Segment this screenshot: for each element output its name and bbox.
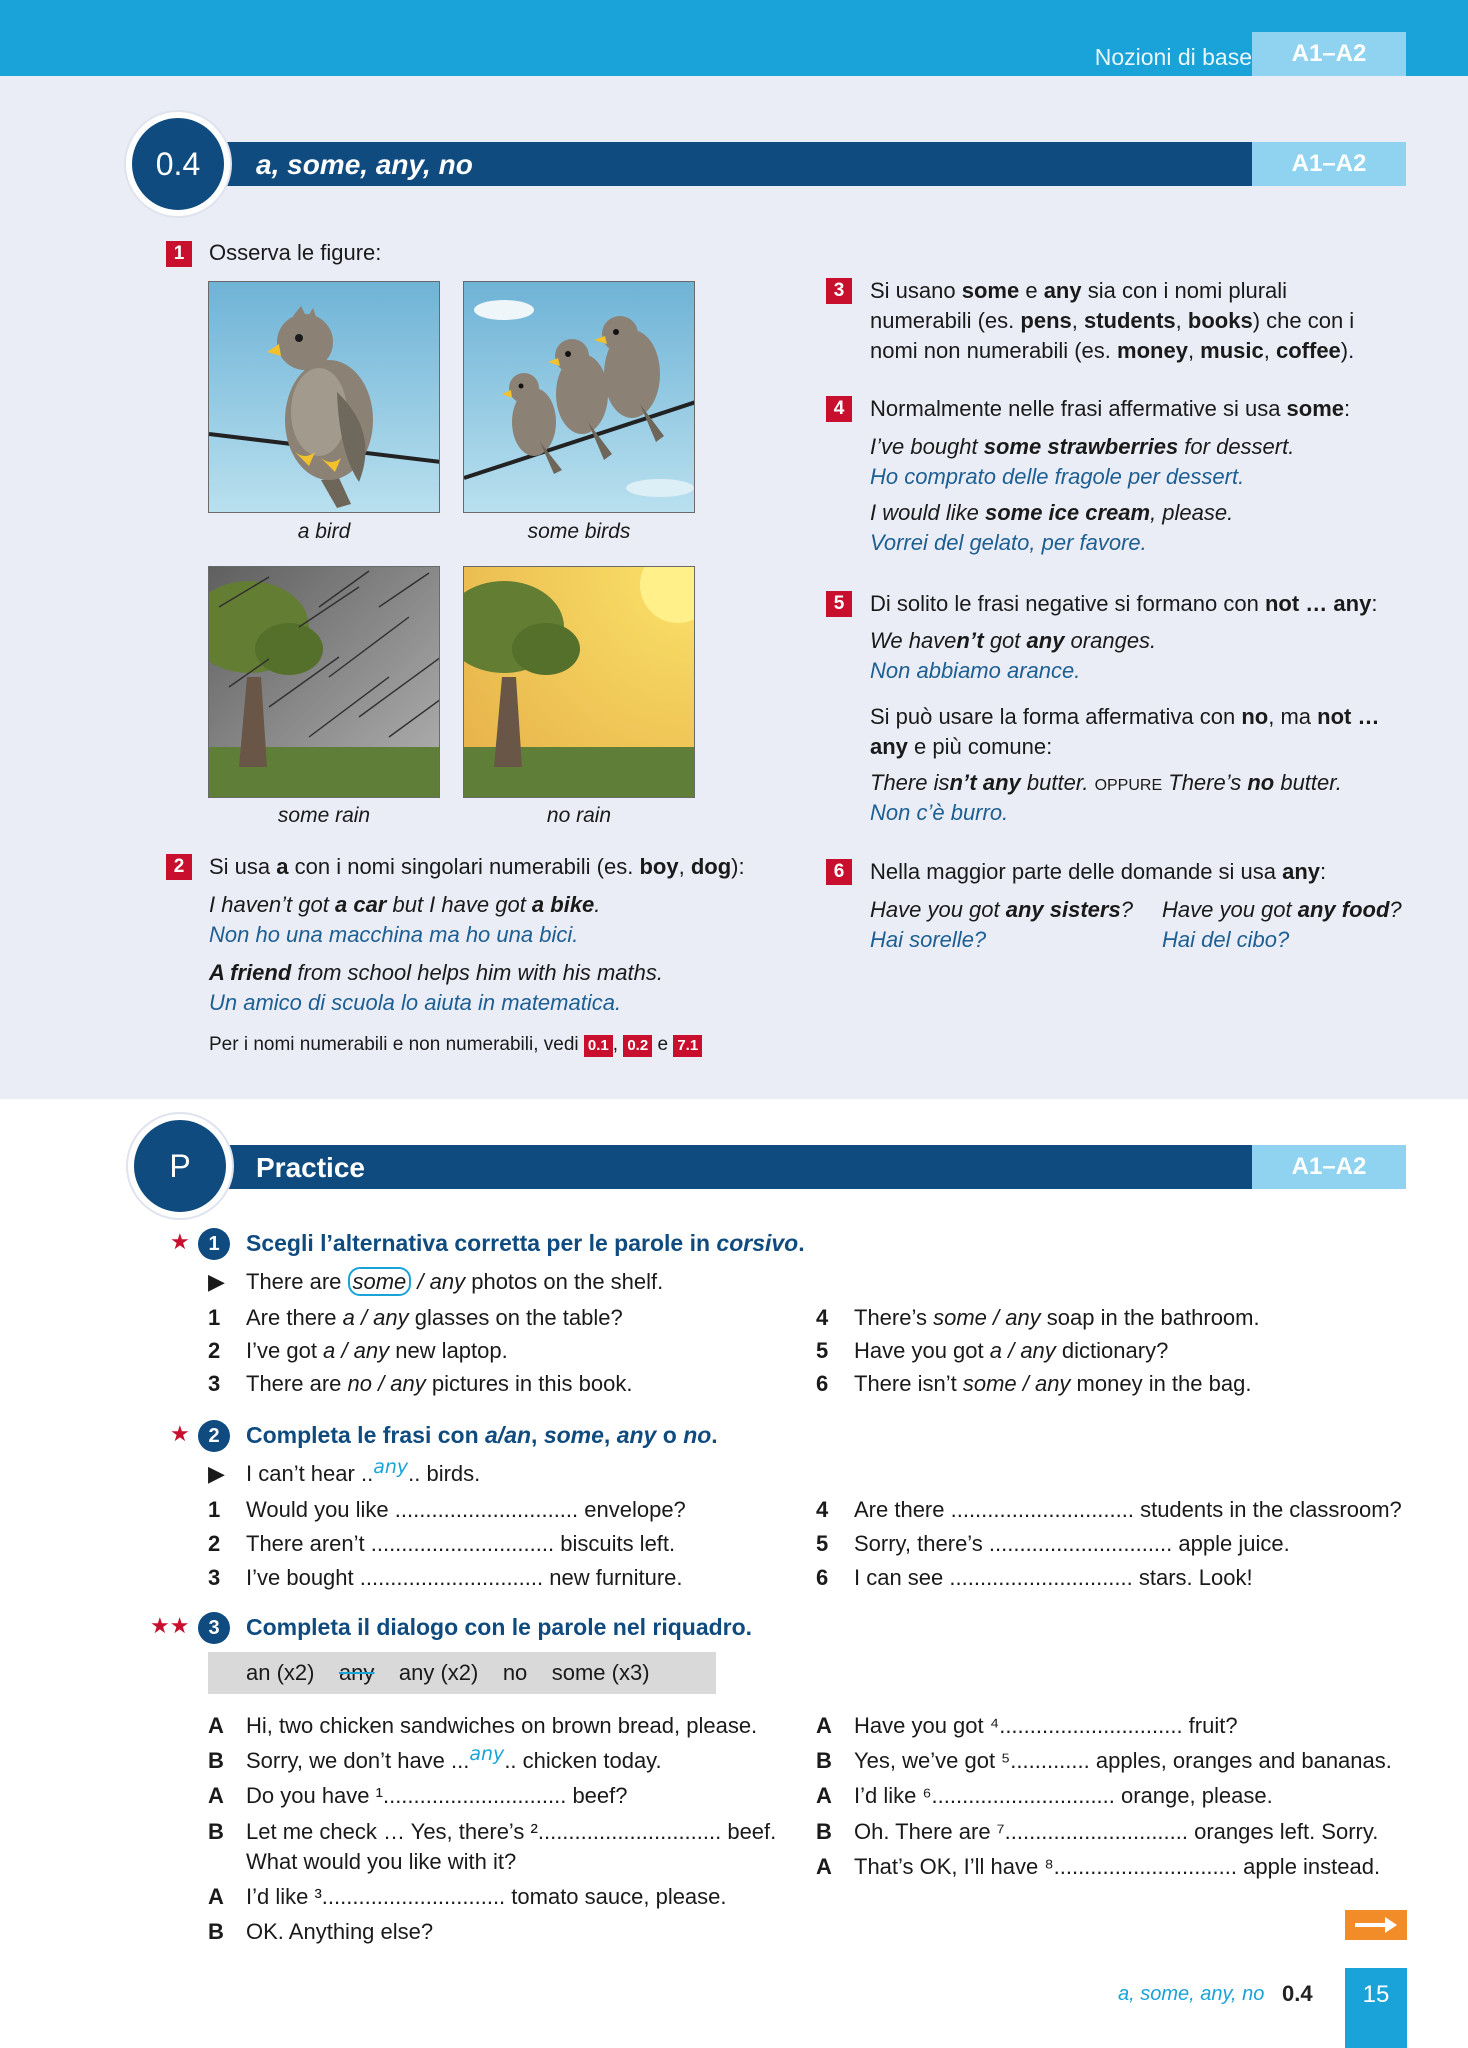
example-translation: Hai del cibo? (1162, 927, 1290, 952)
illustration-some-rain (208, 566, 440, 798)
ref-link[interactable]: 7.1 (673, 1035, 702, 1057)
example-translation: Non c’è burro. (870, 800, 1009, 825)
caption: some birds (527, 520, 631, 543)
unit-title: a, some, any, no (256, 149, 473, 180)
fill-in-item[interactable]: 6 I can see .............................. stars. Look! (816, 1565, 1253, 1590)
exercise-item: 4 There’s some / any soap in the bathroom. (816, 1305, 1260, 1330)
exercise-item: 6 There isn’t some / any money in the bag. (816, 1371, 1252, 1396)
cross-reference-note: Per i nomi numerabili e non numerabili, vedi 0.1 , 0.2 e 7.1 (209, 1032, 702, 1058)
word-box (208, 1652, 716, 1694)
word-box-item-used: any (338, 1660, 375, 1685)
practice-badge: P (128, 1114, 232, 1218)
point-text: Si può usare la forma affermativa con no, ma not … any e più comune: (870, 704, 1380, 759)
example-translation: Ho comprato delle fragole per dessert. (870, 464, 1245, 489)
choice-option[interactable]: a / any (342, 1305, 409, 1330)
point-text: Di solito le frasi negative si formano con not … any: (870, 591, 1378, 616)
difficulty-stars: ★★ (150, 1613, 190, 1638)
choice-option[interactable]: a / any (323, 1338, 390, 1363)
page-number: 15 (1345, 1968, 1407, 2048)
example-translation: Vorrei del gelato, per favore. (870, 530, 1147, 555)
unit-level-tag: A1–A2 (1252, 142, 1406, 186)
practice-level-tag: A1–A2 (1252, 1145, 1406, 1189)
choice-option[interactable]: no / any (347, 1371, 426, 1396)
exercise-title: Scegli l’alternativa corretta per le parole in corsivo. (246, 1230, 805, 1256)
illustration-a-bird (208, 281, 440, 513)
dialogue-line: B OK. Anything else? (208, 1919, 434, 1944)
practice-title: Practice (256, 1152, 365, 1183)
caption: no rain (546, 804, 612, 827)
fill-in-item[interactable]: 2 There aren’t .............................. biscuits left. (208, 1531, 676, 1556)
handwritten-answer: any (469, 1743, 505, 1765)
word-box-item: no (502, 1660, 528, 1685)
footer-unit: 0.4 (1282, 1981, 1313, 2006)
point-number: 1 (166, 241, 192, 267)
difficulty-stars: ★ (170, 1421, 190, 1446)
word-box-item: some (x3) (551, 1660, 650, 1685)
exercise-title: Completa le frasi con a/an, some, any o no. (246, 1422, 718, 1448)
dialogue-line-continued: What would you like with it? (246, 1849, 517, 1874)
unit-number-badge: 0.4 (126, 112, 230, 216)
choice-option[interactable]: some / any (962, 1371, 1071, 1396)
ref-link[interactable]: 0.2 (623, 1035, 652, 1057)
example-sentence: Have you got any food? (1162, 897, 1402, 922)
example-translation: Non ho una macchina ma ho una bici. (209, 922, 579, 947)
example-sentence: I would like some ice cream, please. (870, 500, 1234, 525)
example-sentence: I haven’t got a car but I have got a bike. (209, 892, 601, 917)
exercise-title: Completa il dialogo con le parole nel riquadro. (246, 1614, 753, 1640)
exercise-number: 2 (198, 1420, 230, 1452)
footer-running-title: a, some, any, no (1118, 1983, 1265, 2005)
fill-in-item[interactable]: 5 Sorry, there’s .............................. apple juice. (816, 1531, 1290, 1556)
fill-in-item[interactable]: 4 Are there .............................. students in the classroom? (816, 1497, 1402, 1522)
point-number: 3 (826, 278, 852, 304)
dialogue-line[interactable]: B Yes, we’ve got ⁵............. apples, oranges and bananas. (816, 1748, 1392, 1773)
illustration-some-birds (463, 281, 695, 513)
exercise-item: 5 Have you got a / any dictionary? (816, 1338, 1169, 1363)
dialogue-line: B Sorry, we don’t have ...any.. chicken today. (208, 1743, 662, 1773)
illustration-no-rain (463, 566, 695, 798)
exercise-item: 2 I’ve got a / any new laptop. (208, 1338, 508, 1363)
exercise-item: 1 Are there a / any glasses on the table? (208, 1305, 623, 1330)
handwritten-answer: any (373, 1456, 409, 1478)
next-page-arrow-icon[interactable] (1345, 1910, 1407, 1940)
dialogue-line[interactable]: B Oh. There are ⁷.............................. oranges left. Sorry. (816, 1819, 1379, 1844)
dialogue-line: A Hi, two chicken sandwiches on brown bread, please. (208, 1713, 758, 1738)
dialogue-line[interactable]: A Have you got ⁴.............................. fruit? (816, 1713, 1238, 1738)
point-text: Si usa a con i nomi singolari numerabili (es. boy, dog): (209, 854, 745, 879)
exercise-item: 3 There are no / any pictures in this book. (208, 1371, 633, 1396)
point-number: 6 (826, 859, 852, 885)
fill-in-item[interactable]: 1 Would you like .............................. envelope? (208, 1497, 686, 1522)
circled-answer: some (348, 1267, 412, 1296)
point-text: Si usano some e any sia con i nomi plurali numerabili (es. pens, students, books) che con i nomi non numerabili (es. money, music, coffee). (870, 278, 1355, 363)
example-translation: Hai sorelle? (870, 927, 987, 952)
exercise-number: 1 (198, 1228, 230, 1260)
header-level-tag: A1–A2 (1252, 32, 1406, 76)
difficulty-stars: ★ (170, 1229, 190, 1254)
example-sentence: I’ve bought some strawberries for dessert. (870, 434, 1295, 459)
dialogue-line[interactable]: A I’d like ⁶.............................. orange, please. (816, 1783, 1273, 1808)
point-number: 5 (826, 591, 852, 617)
point-number: 2 (166, 854, 192, 880)
example-sentence: We haven’t got any oranges. (870, 628, 1157, 653)
choice-option[interactable]: some / any (933, 1305, 1041, 1330)
exercise-example: ▶ There are some / any photos on the shelf. (208, 1269, 664, 1294)
exercise-example: ▶ I can’t hear ..any.. birds. (208, 1456, 481, 1486)
example-sentence: There isn’t any butter. OPPURE There’s no butter. (870, 770, 1342, 795)
dialogue-line[interactable]: A I’d like ³.............................. tomato sauce, please. (208, 1884, 727, 1909)
point-text: Normalmente nelle frasi affermative si usa some: (870, 396, 1351, 421)
dialogue-line[interactable]: A That’s OK, I’ll have ⁸.............................. apple instead. (816, 1854, 1381, 1879)
point-text: Osserva le figure: (209, 240, 382, 265)
example-translation: Un amico di scuola lo aiuta in matematica. (209, 990, 622, 1015)
word-box-item: an (x2) (246, 1660, 315, 1685)
example-translation: Non abbiamo arance. (870, 658, 1081, 683)
choice-option[interactable]: a / any (989, 1338, 1056, 1363)
example-sentence: Have you got any sisters? (870, 897, 1133, 922)
dialogue-line[interactable]: A Do you have ¹.............................. beef? (208, 1783, 628, 1808)
word-box-item: any (x2) (398, 1660, 479, 1685)
point-number: 4 (826, 396, 852, 422)
point-text: Nella maggior parte delle domande si usa any: (870, 859, 1327, 884)
ref-link[interactable]: 0.1 (584, 1035, 613, 1057)
section-title: Nozioni di base (1094, 44, 1252, 70)
exercise-number: 3 (198, 1612, 230, 1644)
caption: a bird (297, 520, 351, 543)
example-sentence: A friend from school helps him with his maths. (209, 960, 663, 985)
caption: some rain (277, 804, 371, 827)
dialogue-line[interactable]: B Let me check … Yes, there’s ².............................. beef. (208, 1819, 777, 1844)
fill-in-item[interactable]: 3 I’ve bought .............................. new furniture. (208, 1565, 683, 1590)
